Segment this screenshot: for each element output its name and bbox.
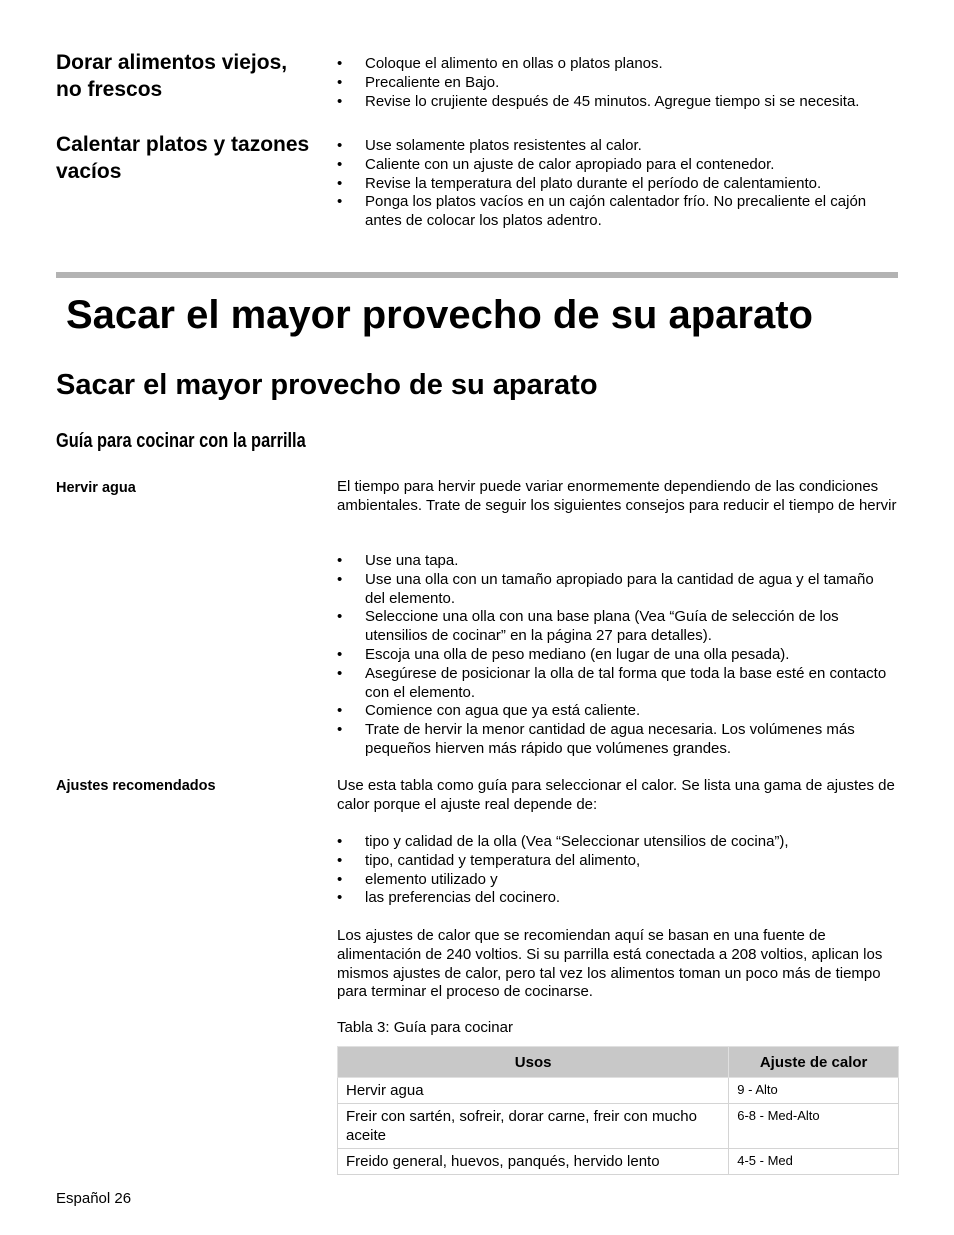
table-header-row <box>338 1047 899 1078</box>
list-item: • Precaliente en Bajo. <box>337 74 897 93</box>
table-cell-use: Freido general, huevos, panqués, hervido lento <box>338 1149 729 1175</box>
heading-line: Calentar platos y tazones <box>56 133 310 156</box>
table-cell-use: Freir con sartén, sofreir, dorar carne, freir con mucho aceite <box>338 1104 729 1149</box>
list-item: • Trate de hervir la menor cantidad de agua necesaria. Los volúmenes más pequeños hierven más rápido que volúmenes grandes. <box>337 721 897 759</box>
table-cell-setting: 6-8 - Med-Alto <box>729 1104 899 1149</box>
heading-line: vacíos <box>56 160 122 183</box>
page-footer: Español 26 <box>56 1190 132 1207</box>
list-item: • Ponga los platos vacíos en un cajón calentador frío. No precaliente el cajón antes de colocar los platos adentro. <box>337 193 897 231</box>
list-item: • Escoja una olla de peso mediano (en lugar de una olla pesada). <box>337 646 897 665</box>
bullet-list-dorar <box>337 55 897 111</box>
list-item: • Seleccione una olla con una base plana (Vea “Guía de selección de los utensilios de cocinar” en la página 27 para detalles). <box>337 608 897 646</box>
label-ajustes-recomendados: Ajustes recomendados <box>56 778 216 794</box>
bullet-list-hervir <box>337 552 897 759</box>
list-item: • Asegúrese de posicionar la olla de tal forma que toda la base esté en contacto con el elemento. <box>337 665 897 703</box>
column-header-usos: Usos <box>338 1047 729 1078</box>
table-cell-setting: 4-5 - Med <box>729 1149 899 1175</box>
column-header-ajuste: Ajuste de calor <box>729 1047 899 1078</box>
label-hervir-agua: Hervir agua <box>56 480 136 496</box>
list-item: • Revise lo crujiente después de 45 minutos. Agregue tiempo si se necesita. <box>337 93 897 112</box>
table-row <box>338 1078 899 1104</box>
chapter-divider <box>56 272 898 278</box>
table-row <box>338 1104 899 1149</box>
list-item: • Use una tapa. <box>337 552 897 571</box>
list-item: • Use solamente platos resistentes al calor. <box>337 137 897 156</box>
subsection-title: Guía para cocinar con la parrilla <box>56 430 306 452</box>
bullet-list-ajustes <box>337 833 897 908</box>
list-item: • Caliente con un ajuste de calor apropiado para el contenedor. <box>337 156 897 175</box>
table-cell-setting: 9 - Alto <box>729 1078 899 1104</box>
list-item: • elemento utilizado y <box>337 871 897 890</box>
section-heading-calentar <box>56 131 326 185</box>
list-item: • las preferencias del cocinero. <box>337 889 897 908</box>
section-heading-dorar <box>56 49 326 103</box>
paragraph-voltage-note: Los ajustes de calor que se recomiendan aquí se basan en una fuente de alimentación de 240 voltios. Si su parrilla está conectada a 208 voltios, aplican los mismos ajustes de calor, pero tal vez los alimentos toman un poco más de tiempo para terminar el proceso de cocinarse. <box>337 927 883 1001</box>
list-item: • tipo y calidad de la olla (Vea “Seleccionar utensilios de cocina”), <box>337 833 897 852</box>
list-item: • Revise la temperatura del plato durante el período de calentamiento. <box>337 175 897 194</box>
bullet-list-calentar <box>337 137 897 231</box>
table-cell-use: Hervir agua <box>338 1078 729 1104</box>
heading-line: Dorar alimentos viejos, <box>56 51 288 74</box>
heading-line: no frescos <box>56 78 163 101</box>
table-row <box>338 1149 899 1175</box>
chapter-title: Sacar el mayor provecho de su aparato <box>66 293 813 337</box>
cooking-guide-table <box>337 1046 899 1175</box>
paragraph-ajustes-intro: Use esta tabla como guía para seleccionar el calor. Se lista una gama de ajustes de calor porque el ajuste real depende de: <box>337 777 895 813</box>
list-item: • Use una olla con un tamaño apropiado para la cantidad de agua y el tamaño del elemento. <box>337 571 897 609</box>
list-item: • Coloque el alimento en ollas o platos planos. <box>337 55 897 74</box>
paragraph-hervir-intro: El tiempo para hervir puede variar enormemente dependiendo de las condiciones ambientales. Trate de seguir los siguientes consejos para reducir el tiempo de hervir <box>337 478 897 514</box>
list-item: • Comience con agua que ya está caliente. <box>337 702 897 721</box>
table-caption: Tabla 3: Guía para cocinar <box>337 1019 513 1036</box>
section-title: Sacar el mayor provecho de su aparato <box>56 369 598 401</box>
list-item: • tipo, cantidad y temperatura del alimento, <box>337 852 897 871</box>
